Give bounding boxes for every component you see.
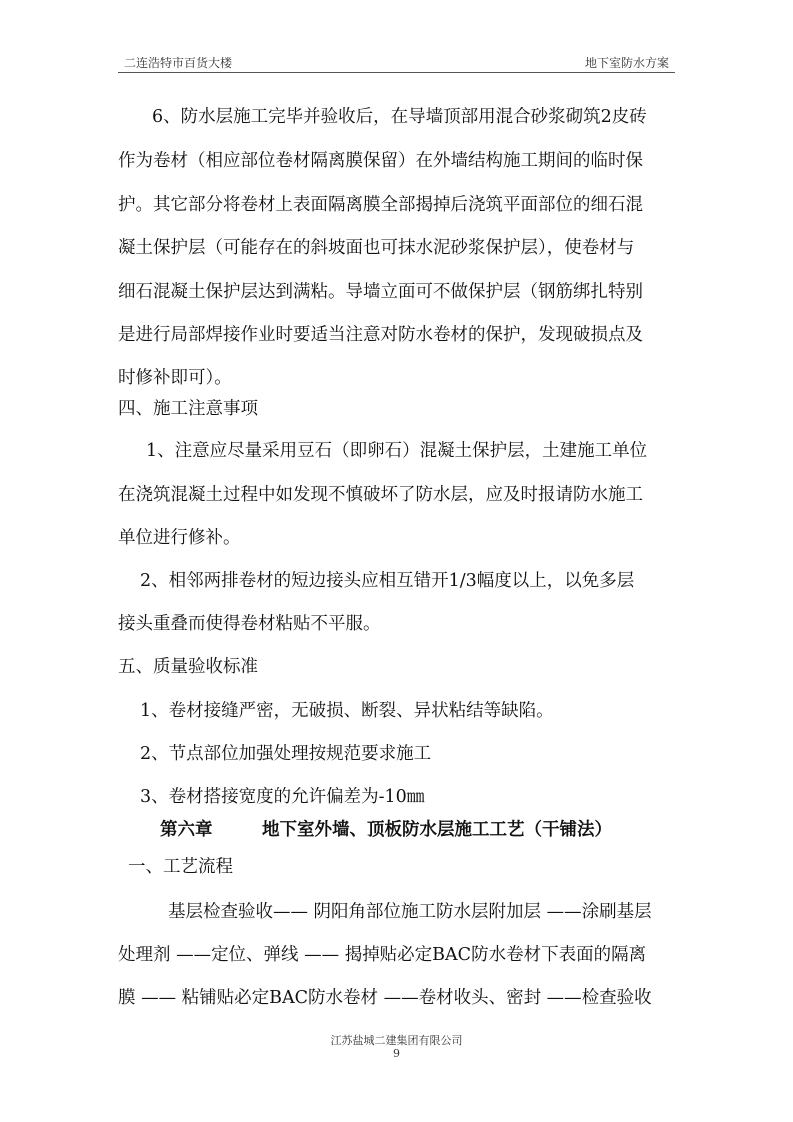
section-heading: 五、质量验收标准 [118, 657, 258, 677]
process-flow-line: 基层检查验收—— 阴阳角部位施工防水层附加层 ——涂刷基层 [168, 902, 652, 922]
page-number: 9 [393, 1047, 400, 1060]
list-item: 1、卷材接缝严密，无破损、断裂、异状粘结等缺陷。 [140, 701, 554, 721]
paragraph-line: 时修补即可）。 [118, 368, 232, 388]
paragraph-line: 细石混凝土保护层达到满粘。导墙立面可不做保护层（钢筋绑扎特别 [118, 282, 643, 302]
footer-company: 江苏盐城二建集团有限公司 [330, 1034, 463, 1047]
paragraph-line: 2、相邻两排卷材的短边接头应相互错开1/3幅度以上，以免多层 [140, 571, 635, 591]
section-heading: 四、施工注意事项 [118, 399, 258, 419]
header-document-title: 地下室防水方案 [584, 56, 669, 70]
paragraph-line: 1、注意应尽量采用豆石（即卵石）混凝土保护层，土建施工单位 [146, 441, 648, 461]
paragraph-line: 是进行局部焊接作业时要适当注意对防水卷材的保护，发现破损点及 [118, 325, 643, 345]
paragraph-line: 护。其它部分将卷材上表面隔离膜全部揭掉后浇筑平面部位的细石混 [118, 195, 643, 215]
list-item: 2、节点部位加强处理按规范要求施工 [140, 744, 432, 764]
paragraph-line: 接头重叠而使得卷材粘贴不平服。 [118, 614, 381, 634]
chapter-number: 第六章 [160, 820, 213, 840]
header-project-name: 二连浩特市百货大楼 [124, 56, 233, 70]
paragraph-line: 凝土保护层（可能存在的斜坡面也可抹水泥砂浆保护层），使卷材与 [118, 238, 635, 258]
paragraph-line: 作为卷材（相应部位卷材隔离膜保留）在外墙结构施工期间的临时保 [118, 151, 643, 171]
paragraph-line: 单位进行修补。 [118, 528, 241, 548]
process-flow-line: 处理剂 ——定位、弹线 —— 揭掉贴必定BAC防水卷材下表面的隔离 [118, 945, 647, 965]
list-item: 3、卷材搭接宽度的允许偏差为-10㎜ [140, 787, 425, 807]
page-header [118, 52, 675, 73]
chapter-title: 地下室外墙、顶板防水层施工工艺（干铺法） [262, 820, 612, 840]
process-flow-line: 膜 —— 粘铺贴必定BAC防水卷材 ——卷材收头、密封 ——检查验收 [118, 988, 652, 1008]
paragraph-line: 在浇筑混凝土过程中如发现不慎破坏了防水层，应及时报请防水施工 [118, 485, 643, 505]
section-heading: 一、工艺流程 [128, 857, 233, 877]
paragraph-line: 6、防水层施工完毕并验收后，在导墙顶部用混合砂浆砌筑2皮砖 [152, 107, 647, 127]
